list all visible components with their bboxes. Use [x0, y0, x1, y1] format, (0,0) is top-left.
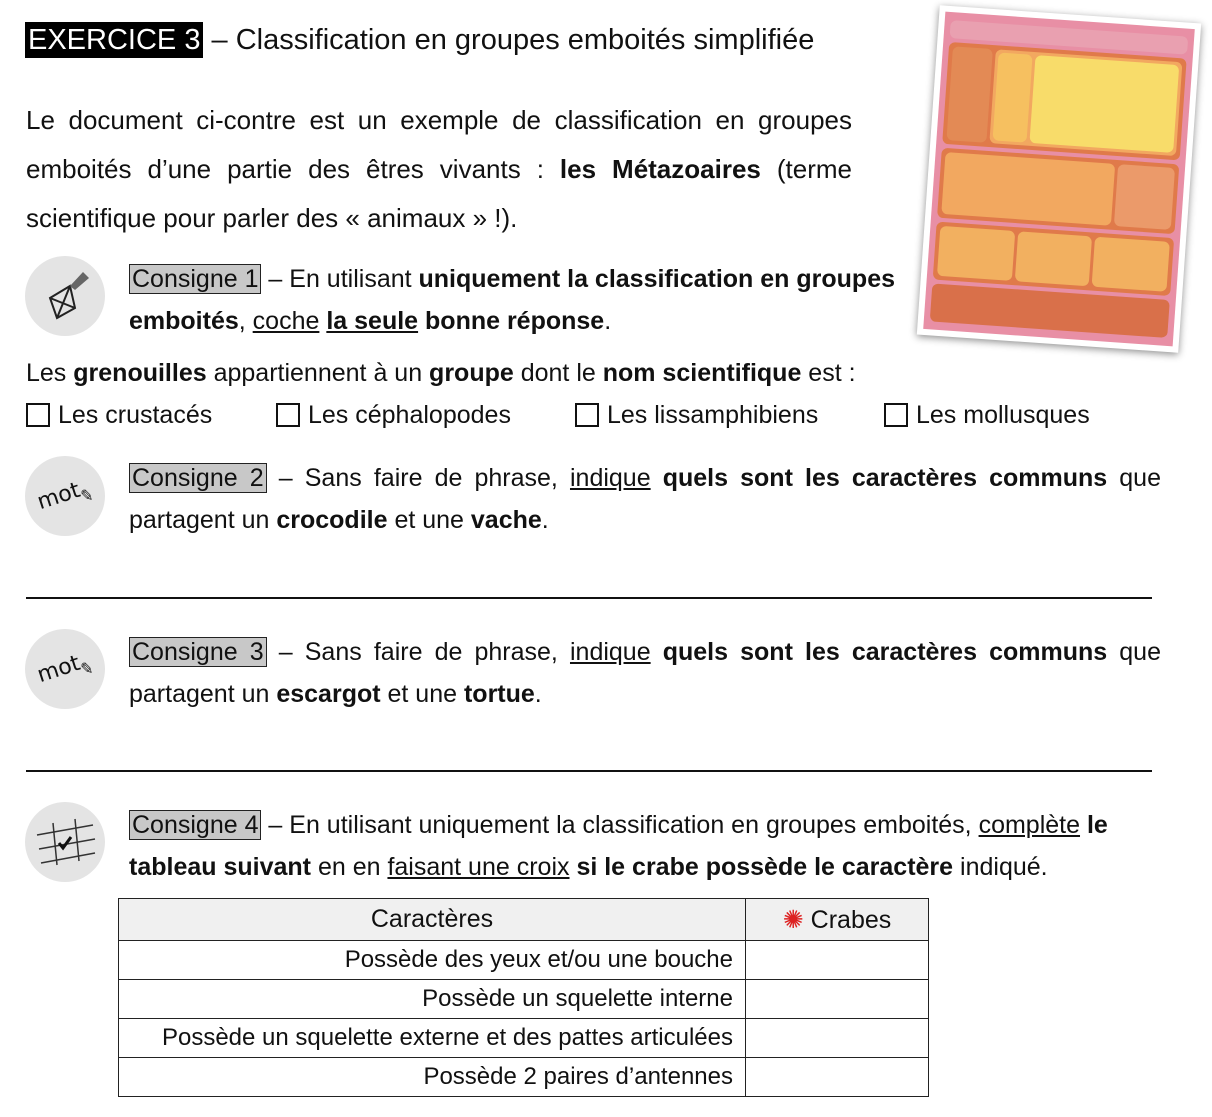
pencil-cross-icon: [25, 256, 105, 336]
consigne-2: Consigne 2 – Sans faire de phrase, indique quels sont les caractères communs que partagent un crocodile et une vache.: [129, 464, 1161, 534]
table-row: Possède des yeux et/ou une bouche: [119, 941, 929, 980]
table-row: Possède 2 paires d’antennes: [119, 1058, 929, 1097]
table-check-icon: [25, 802, 105, 882]
answer-line-2[interactable]: [26, 597, 1152, 599]
title-text: – Classification en groupes emboités simplifiée: [203, 24, 815, 56]
option-lissamphibiens[interactable]: Les lissamphibiens: [575, 394, 818, 436]
option-mollusques[interactable]: Les mollusques: [884, 394, 1090, 436]
consigne-1-label: Consigne 1: [129, 264, 261, 294]
exercise-title: [25, 24, 814, 57]
characters-table: [118, 898, 929, 1097]
checkbox[interactable]: [884, 403, 908, 427]
header-caracteres: Caractères: [119, 899, 746, 941]
checkbox[interactable]: [575, 403, 599, 427]
table-row: Possède un squelette interne: [119, 980, 929, 1019]
answer-cell[interactable]: [746, 1058, 929, 1097]
consigne-4: Consigne 4 – En utilisant uniquement la classification en groupes emboités, complète le tableau suivant en en faisant une croix si le crabe possède le caractère indiqué.: [129, 811, 1108, 881]
classification-image: [917, 5, 1201, 352]
consigne-1: Consigne 1 – En utilisant uniquement la classification en groupes emboités, coche la seule bonne réponse.: [129, 265, 896, 335]
checkbox[interactable]: [276, 403, 300, 427]
answer-cell[interactable]: [746, 980, 929, 1019]
consigne-3: Consigne 3 – Sans faire de phrase, indique quels sont les caractères communs que partagent un escargot et une tortue.: [129, 638, 1161, 708]
crab-icon: ✺: [782, 905, 804, 934]
header-crabes: ✺ Crabes: [746, 899, 929, 941]
checkbox[interactable]: [26, 403, 50, 427]
mot-pencil-icon: mot ✎: [25, 629, 105, 709]
option-crustaces[interactable]: Les crustacés: [26, 394, 212, 436]
mot-pencil-icon: mot ✎: [25, 456, 105, 536]
option-cephalopodes[interactable]: Les céphalopodes: [276, 394, 511, 436]
table-row: Possède un squelette externe et des pattes articulées: [119, 1019, 929, 1058]
answer-line-3[interactable]: [26, 770, 1152, 772]
answer-cell[interactable]: [746, 1019, 929, 1058]
answer-cell[interactable]: [746, 941, 929, 980]
intro-paragraph: Le document ci-contre est un exemple de classification en groupes emboités d’une partie des êtres vivants : les Métazoaires (terme scientifique pour parler des « animaux » !).: [26, 105, 852, 233]
question-1: Les grenouilles appartiennent à un groupe dont le nom scientifique est :: [26, 359, 856, 387]
exercise-number: EXERCICE 3: [25, 22, 203, 58]
